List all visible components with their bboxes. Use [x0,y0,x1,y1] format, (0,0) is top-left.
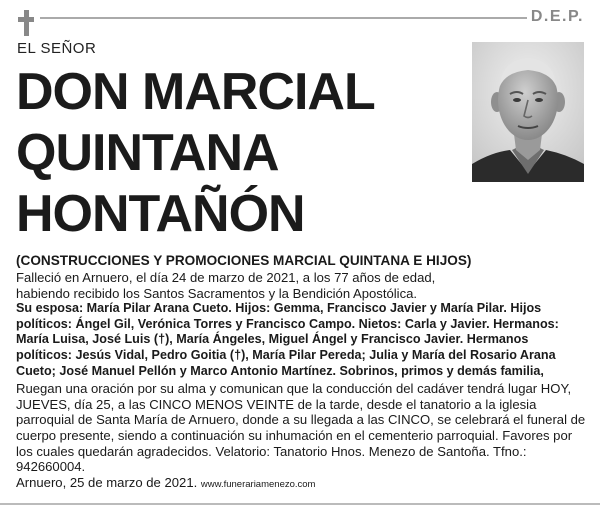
funeral-request: Ruegan una oración por su alma y comunican que la conducción del cadáver tendrá lugar HOY, JUEVES, día 25, a las CINCO MENOS VEINTE de la tarde, desde el tanatorio a la iglesia parroquial de Santa María de Arnuero, donde a su llegada a las CINCO, se celebrará el funeral de cuerpo presente, siendo a continuación su inhumación en el cementerio parroquial. Favores por los cuales quedarán agradecidos. Velatorio: Tanatorio Hnos. Menezo de Santoña. Tfno.: 942660004. [16,381,586,475]
portrait-image [472,42,584,182]
cross-icon [16,10,36,36]
honorific-prefix: EL SEÑOR [17,40,97,57]
name-line-1: DON MARCIAL [16,63,375,121]
name-line-3: HONTAÑÓN [16,185,305,243]
company-name: (CONSTRUCCIONES Y PROMOCIONES MARCIAL QUINTANA E HIJOS) [16,253,472,268]
top-divider [40,17,527,19]
date-line: Arnuero, 25 de marzo de 2021. [16,474,198,490]
deceased-name [16,62,456,245]
family-members: Su esposa: María Pilar Arana Cueto. Hijos: Gemma, Francisco Javier y María Pilar. Hijos políticos: Ángel Gil, Verónica Torres y Francisco Campo. Nietos: Carla y Javier. Hermanos: María Luisa, José Luis (†), María Ángeles, Miguel Ángel y Francisco Javier. Hermanos políticos: Jesús Vidal, Pedro Goitia (†), María Pilar Pereda; Julia y María del Rosario Arana Cueto; José Manuel Pellón y Marco Antonio Martínez. Sobrinos, primos y demás familia, [16,301,559,378]
death-info-line-1: Falleció en Arnuero, el día 24 de marzo de 2021, a los 77 años de edad, [16,270,436,285]
death-info-line-2: habiendo recibido los Santos Sacramentos y la Bendición Apostólica. [16,285,418,301]
funeral-home-website: www.funerariamenezo.com [200,478,316,490]
dep-label: D.E.P. [530,8,584,25]
name-line-2: QUINTANA [16,124,279,182]
bottom-divider [0,503,600,505]
deceased-photo [472,42,584,182]
closing-line [16,475,586,493]
notice-body [16,252,586,492]
